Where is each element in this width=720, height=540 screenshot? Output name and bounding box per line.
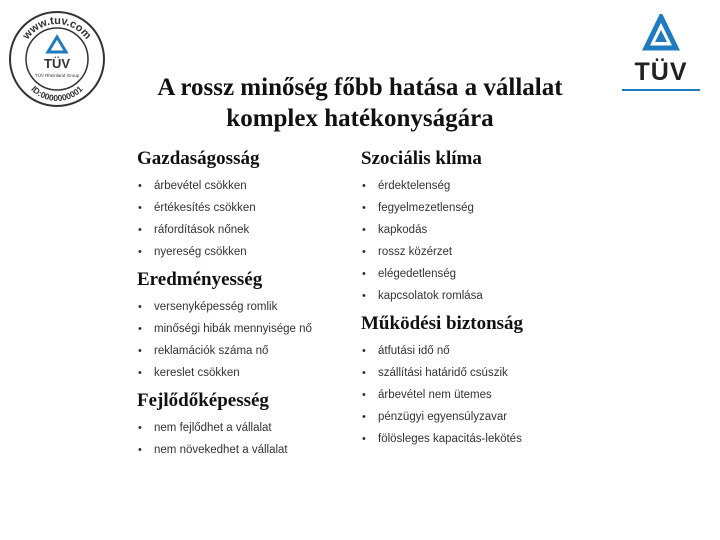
list-item: • szállítási határidő csúszik <box>361 362 611 384</box>
list-item: • kereslet csökken <box>137 362 352 384</box>
tuv-triangle-icon <box>622 14 700 58</box>
bullet-icon: • <box>362 180 366 192</box>
tuv-logo <box>622 14 700 94</box>
tuv-seal-logo <box>8 10 106 108</box>
bullet-icon: • <box>362 224 366 236</box>
bullet-icon: • <box>138 246 142 258</box>
bullet-icon: • <box>138 345 142 357</box>
list-szocialis-klima <box>361 175 611 307</box>
list-item: • minőségi hibák mennyisége nő <box>137 318 352 340</box>
bullet-icon: • <box>138 202 142 214</box>
bullet-icon: • <box>362 367 366 379</box>
bullet-icon: • <box>138 444 142 456</box>
svg-text:TÜV Rheinland Group: TÜV Rheinland Group <box>34 73 80 78</box>
list-item: • árbevétel nem ütemes <box>361 384 611 406</box>
bullet-icon: • <box>138 180 142 192</box>
list-fejlodokepesseg <box>137 417 352 461</box>
bullet-icon: • <box>362 389 366 401</box>
bullet-icon: • <box>138 224 142 236</box>
right-column <box>361 147 611 455</box>
section-heading-fejlodokepesseg: Fejlődőképesség <box>137 390 269 411</box>
left-column <box>137 147 352 466</box>
bullet-icon: • <box>362 268 366 280</box>
bullet-icon: • <box>362 290 366 302</box>
bullet-icon: • <box>138 301 142 313</box>
bullet-icon: • <box>138 367 142 379</box>
list-item: • fölösleges kapacitás-lekötés <box>361 428 611 450</box>
list-item: • reklamációk száma nő <box>137 340 352 362</box>
list-item: • árbevétel csökken <box>137 175 352 197</box>
bullet-icon: • <box>138 422 142 434</box>
list-item: • pénzügyi egyensúlyzavar <box>361 406 611 428</box>
list-item: • ráfordítások nőnek <box>137 219 352 241</box>
bullet-icon: • <box>362 246 366 258</box>
section-heading-eredmenyesseg: Eredményesség <box>137 269 263 290</box>
list-item: • értékesítés csökken <box>137 197 352 219</box>
list-item: • nyereség csökken <box>137 241 352 263</box>
svg-text:www.tuv.com: www.tuv.com <box>20 14 94 42</box>
svg-text:TÜV: TÜV <box>44 56 70 71</box>
list-item: • kapkodás <box>361 219 611 241</box>
section-heading-szocialis-klima: Szociális klíma <box>361 148 482 169</box>
list-item: • fegyelmezetlenség <box>361 197 611 219</box>
bullet-icon: • <box>362 411 366 423</box>
list-item: • nem fejlődhet a vállalat <box>137 417 352 439</box>
list-mukodesi-biztonsag <box>361 340 611 450</box>
list-item: • átfutási idő nő <box>361 340 611 362</box>
bullet-icon: • <box>362 433 366 445</box>
section-heading-gazdasagossag: Gazdaságosság <box>137 148 260 169</box>
title-line-2: komplex hatékonyságára <box>226 105 494 132</box>
svg-text:ID:0000000001: ID:0000000001 <box>29 83 85 104</box>
list-item: • érdektelenség <box>361 175 611 197</box>
slide-title <box>120 72 600 134</box>
title-line-1: A rossz minőség főbb hatása a vállalat <box>157 74 563 101</box>
list-item: • nem növekedhet a vállalat <box>137 439 352 461</box>
tuv-logo-text: TÜV <box>634 58 688 86</box>
list-item: • elégedetlenség <box>361 263 611 285</box>
section-heading-mukodesi-biztonsag: Működési biztonság <box>361 313 524 334</box>
bullet-icon: • <box>362 202 366 214</box>
list-item: • versenyképesség romlik <box>137 296 352 318</box>
bullet-icon: • <box>362 345 366 357</box>
list-gazdasagossag <box>137 175 352 263</box>
list-item: • rossz közérzet <box>361 241 611 263</box>
list-eredmenyesseg <box>137 296 352 384</box>
tuv-logo-underline <box>622 89 700 91</box>
list-item: • kapcsolatok romlása <box>361 285 611 307</box>
bullet-icon: • <box>138 323 142 335</box>
